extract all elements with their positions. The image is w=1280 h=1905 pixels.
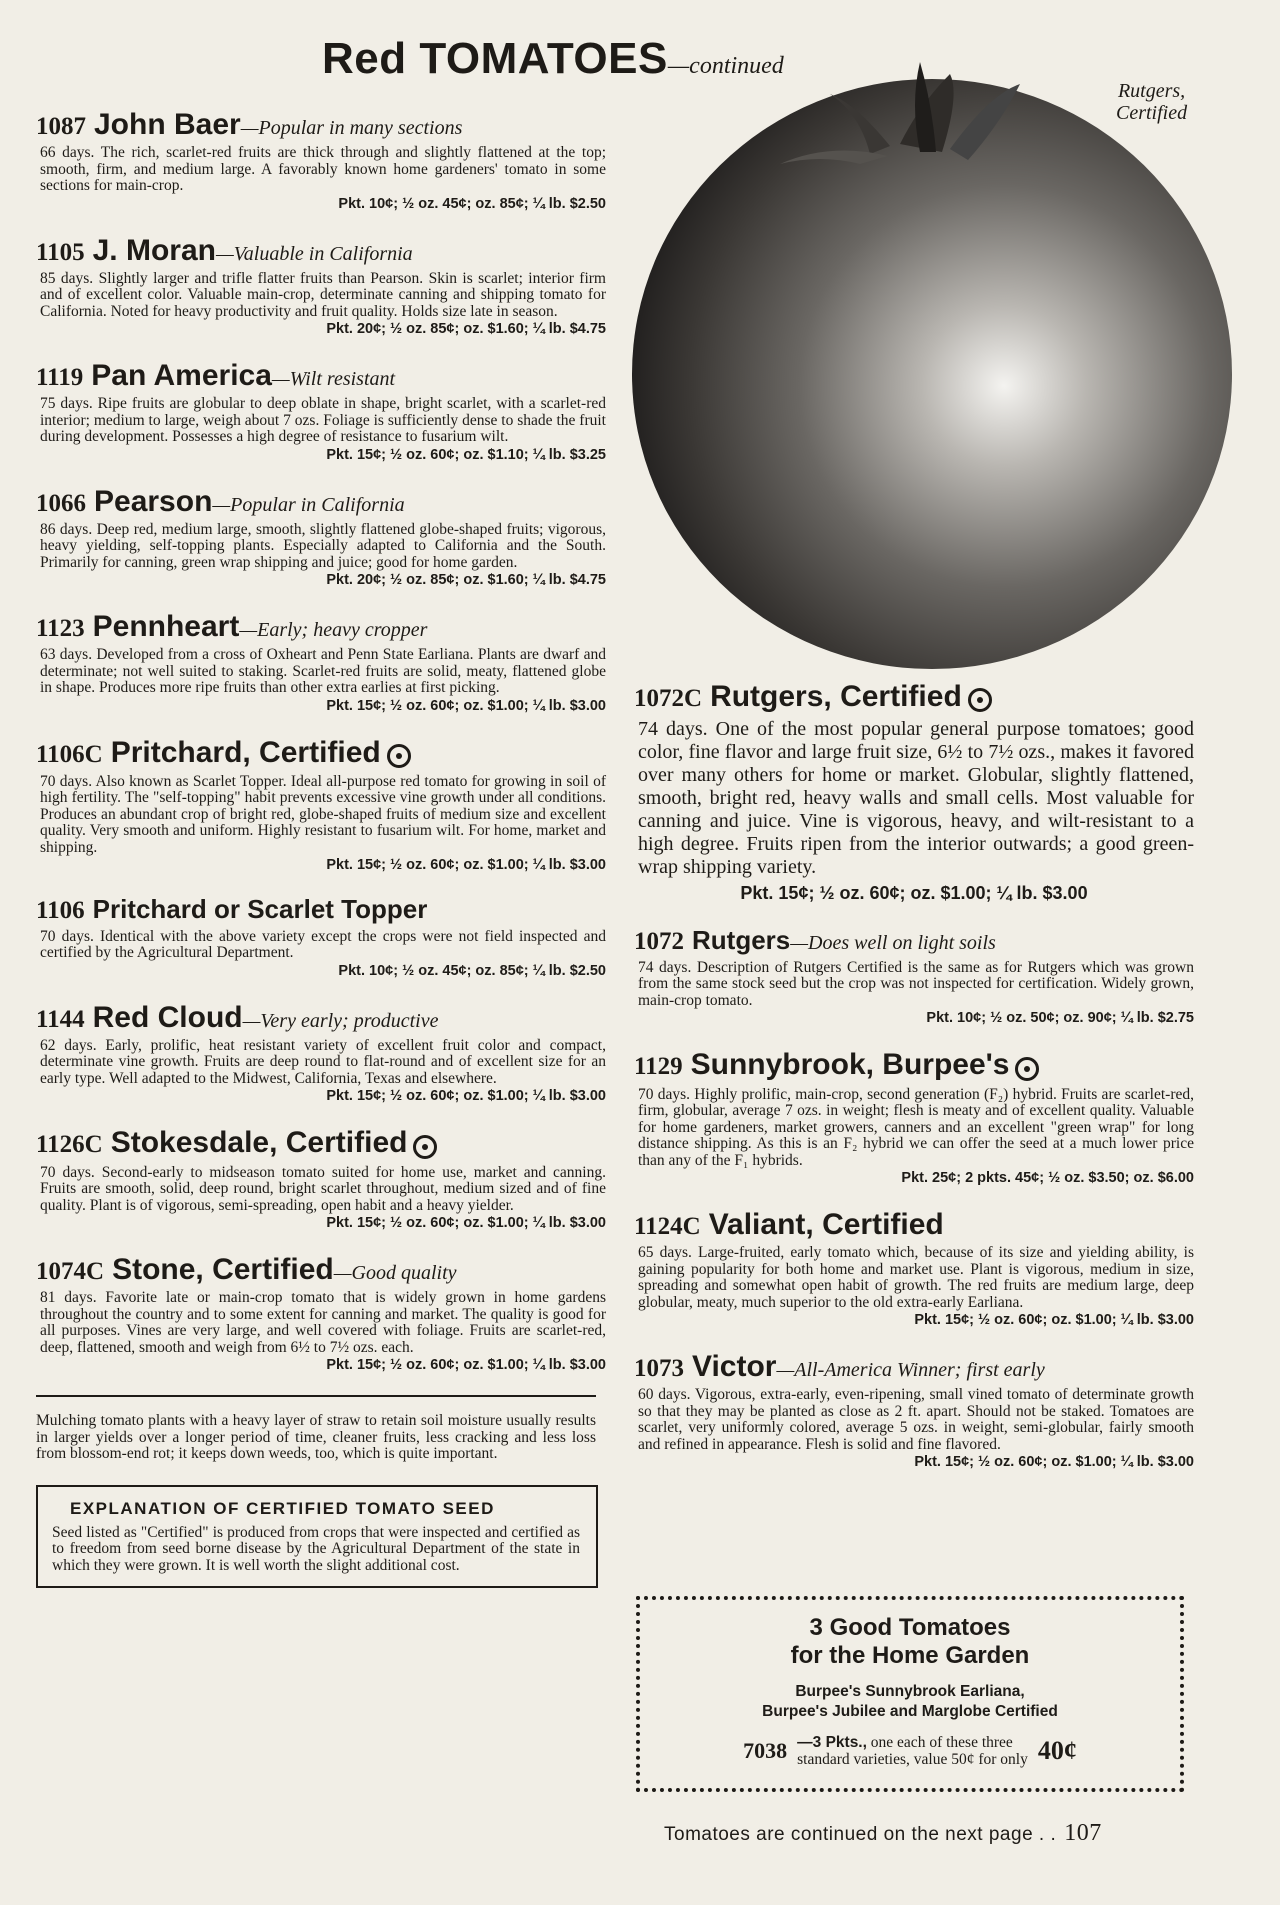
variety-name: Rutgers [692, 925, 791, 956]
variety-name: Stone, Certified [112, 1253, 334, 1287]
entry-heading [634, 926, 1194, 956]
price-line: Pkt. 15¢; ½ oz. 60¢; oz. $1.00; ¼ lb. $3.00 [326, 1215, 606, 1232]
offer-text-line: standard varieties, value 50¢ for only [797, 1751, 1028, 1768]
catalog-number: 1105 [36, 238, 85, 266]
price-line: Pkt. 10¢; ½ oz. 45¢; oz. 85¢; ¼ lb. $2.50 [338, 195, 606, 212]
offer-price: 40¢ [1037, 1736, 1077, 1765]
variety-tagline: —Early; heavy cropper [239, 619, 428, 641]
price-line: Pkt. 10¢; ½ oz. 50¢; oz. 90¢; ¼ lb. $2.75 [926, 1010, 1194, 1027]
image-caption [1116, 80, 1187, 124]
offer-text [797, 1734, 1028, 1768]
certified-seal-icon [387, 744, 411, 768]
explanation-text: Seed listed as "Certified" is produced from crops that were inspected and certified as to freedom from seed borne disease by the Agricultural Department of the state in which they were grown. It is well worth the slight additional cost. [52, 1523, 580, 1574]
variety-entry [634, 1048, 1194, 1186]
variety-name: Pearson [94, 484, 213, 518]
variety-entry [36, 1001, 606, 1105]
entry-heading [36, 359, 606, 392]
price-line: Pkt. 15¢; ½ oz. 60¢; oz. $1.00; ¼ lb. $3.00 [326, 1088, 606, 1105]
offer-title-line: 3 Good Tomatoes [809, 1614, 1011, 1641]
price-line: Pkt. 20¢; ½ oz. 85¢; oz. $1.60; ¼ lb. $4.75 [326, 321, 606, 337]
tomato-image [620, 34, 1240, 674]
certified-explanation-box [36, 1485, 598, 1589]
price-line: Pkt. 15¢; ½ oz. 60¢; oz. $1.00; ¼ lb. $3.00 [326, 857, 606, 874]
variety-tagline: —All-America Winner; first early [776, 1359, 1045, 1382]
certified-seal-icon [1015, 1057, 1039, 1081]
variety-tagline: —Good quality [333, 1262, 457, 1285]
offer-varieties-line: Burpee's Jubilee and Marglobe Certified [762, 1703, 1058, 1720]
price-line: Pkt. 20¢; ½ oz. 85¢; oz. $1.60; ¼ lb. $4.75 [326, 572, 606, 588]
variety-tagline: —Does well on light soils [790, 932, 996, 955]
variety-tagline: —Wilt resistant [271, 368, 396, 390]
offer-line [660, 1734, 1160, 1768]
offer-text-line: one each of these three [870, 1734, 1013, 1751]
variety-name: Valiant, Certified [708, 1208, 944, 1242]
mulching-note: Mulching tomato plants with a heavy layer of straw to retain soil moisture usually results in larger yields over a longer period of time, cleaner fruits, less cracking and less loss from blossom-end rot; it keeps down weeds, too, which is quite important. [36, 1412, 596, 1463]
catalog-number: 1072C [634, 685, 703, 712]
variety-tagline: —Popular in California [212, 493, 405, 516]
variety-description: 81 days. Favorite late or main-crop tomato that is widely grown in home gardens throughout the country and to some extent for canning and market. The quality is good for all purposes. Vines are very large, and well covered with foliage. Fruits are scarlet-red, deep, flattened, smooth and weigh from 6½ to 7½ ozs. each. [40, 1289, 606, 1356]
variety-name: Rutgers, Certified [710, 680, 962, 713]
entry-heading [634, 1208, 1194, 1241]
title-continued: —continued [667, 53, 784, 79]
catalog-number: 1072 [634, 928, 684, 956]
variety-description: 74 days. Description of Rutgers Certified is the same as for Rutgers which was grown from the same stock seed but the crop was not inspected for certification. Widely grown, main-crop tomato. [638, 958, 1194, 1009]
variety-entry [36, 610, 606, 714]
page-number: 107 [1064, 1820, 1102, 1846]
variety-tagline: —Very early; productive [242, 1009, 439, 1032]
price-line: Pkt. 15¢; ½ oz. 60¢; oz. $1.00; ¼ lb. $3.00 [914, 1312, 1194, 1329]
variety-name: Pritchard or Scarlet Topper [92, 894, 428, 925]
variety-name: Sunnybrook, Burpee's [690, 1048, 1010, 1082]
variety-description: 62 days. Early, prolific, heat resistant variety of excellent fruit color and compact, determinate vine growth. Fruits are deep round to flat-round and of excellent size for an early type. Well adapted to the Midwest, California, Texas and elsewhere. [40, 1036, 606, 1087]
catalog-number: 1119 [36, 364, 84, 391]
catalog-number: 1073 [634, 1355, 684, 1383]
offer-title [660, 1614, 1160, 1670]
entry-heading [634, 1350, 1194, 1383]
collection-offer-box [636, 1596, 1184, 1792]
variety-entry [36, 895, 606, 979]
certified-seal-icon [413, 1135, 437, 1159]
entry-heading [634, 1048, 1194, 1082]
tomato-illustration [620, 34, 1240, 674]
catalog-number: 1066 [36, 489, 86, 517]
footer-text: Tomatoes are continued on the next page . . [664, 1824, 1057, 1845]
page-footer [664, 1820, 1102, 1847]
price-line: Pkt. 15¢; ½ oz. 60¢; oz. $1.10; ¼ lb. $3.25 [326, 446, 606, 463]
catalog-number: 1106 [36, 897, 85, 925]
variety-description: 65 days. Large-fruited, early tomato which, because of its size and yielding ability, is gaining popularity for both home and market use. Plant is vigorous, medium in size, spreading and somewhat open habit of growth. The red fruits are medium large, deep globular, meaty, much superior to the old extra-early Earliana. [638, 1244, 1194, 1311]
variety-entry [36, 736, 606, 874]
left-column [36, 108, 606, 1588]
variety-description: 70 days. Second-early to midseason tomato suited for home use, market and canning. Fruits are smooth, solid, deep round, bright scarlet throughout, medium sized and of fine quality. Plant is of vigorous, semi-spreading, open habit and a heavy yielder. [40, 1163, 606, 1214]
caption-line: Certified [1116, 102, 1188, 124]
catalog-number: 1123 [36, 615, 85, 642]
variety-entry [36, 108, 606, 212]
catalog-number: 1129 [634, 1053, 683, 1081]
variety-description: 75 days. Ripe fruits are globular to deep oblate in shape, bright scarlet, with a scarlet-red interior; medium to large, weigh about 7 ozs. Foliage is sufficiently dense to shade the fruit during development. Possesses a high degree of resistance to fusarium wilt. [40, 395, 606, 445]
variety-entry [634, 680, 1194, 904]
variety-entry [634, 926, 1194, 1026]
variety-description: 85 days. Slightly larger and trifle flatter fruits than Pearson. Skin is scarlet; interior firm and of excellent color. Valuable main-crop, determinate canning and shipping tomato for California. Noted for heavy productivity and fruit quality. Holds size late in season. [40, 269, 606, 320]
entry-heading [36, 1253, 606, 1286]
catalog-number: 1124C [634, 1213, 701, 1241]
variety-tagline: —Popular in many sections [240, 117, 463, 139]
right-column [634, 680, 1194, 1492]
variety-entry [36, 234, 606, 338]
price-line: Pkt. 25¢; 2 pkts. 45¢; ½ oz. $3.50; oz. $6.00 [901, 1170, 1194, 1187]
variety-name: Pan America [91, 359, 272, 392]
caption-line: Rutgers, [1117, 80, 1186, 102]
catalog-number: 1106C [36, 740, 103, 768]
entry-heading [36, 234, 606, 267]
variety-description: 70 days. Also known as Scarlet Topper. Ideal all-purpose red tomato for growing in soil of high fertility. The "self-topping" habit prevents excessive vine growth under all conditions. Produces an abundant crop of bright red, globe-shaped fruits of medium size and excellent quality. Very smooth and uniform. Highly resistant to fusarium wilt. For home, market and shipping. [40, 772, 606, 856]
entry-heading [36, 485, 606, 518]
variety-description: 74 days. One of the most popular general purpose tomatoes; good color, fine flavor and large fruit size, 6½ to 7½ ozs., makes it favored over many others for home or market. Globular, slightly flattened, smooth, bright red, heavy walls and small cells. Most valuable for canning and juice. Vine is vigorous, heavy, and wilt-resistant to a high degree. Fruits ripen from the interior outwards; a good green-wrap shipping variety. [638, 718, 1194, 879]
catalog-number: 1087 [36, 113, 86, 140]
entry-heading [36, 108, 606, 141]
variety-description: 70 days. Identical with the above variety except the crops were not field inspected and certified by the Agricultural Department. [40, 927, 606, 962]
variety-description: 70 days. Highly prolific, main-crop, second generation (F₂) hybrid. Fruits are scarlet-red, firm, globular, average 7 ozs. in weight; flesh is meaty and of excellent quality. Valuable for home gardeners, market growers, canners and an excellent "green wrap" for long distance shipping. As this is an F₂ hybrid we can offer the seed at a much lower price than any of the F₁ hybrids. [638, 1085, 1194, 1169]
price-line: Pkt. 15¢; ½ oz. 60¢; oz. $1.00; ¼ lb. $3.00 [326, 697, 606, 714]
variety-entry [36, 1253, 606, 1373]
price-line: Pkt. 15¢; ½ oz. 60¢; oz. $1.00; ¼ lb. $3.00 [740, 883, 1088, 904]
catalog-number: 1074C [36, 1258, 105, 1286]
title-main: Red TOMATOES [322, 34, 668, 83]
variety-entry [36, 359, 606, 463]
entry-heading [36, 1126, 606, 1160]
entry-heading [36, 1001, 606, 1034]
variety-description: 66 days. The rich, scarlet-red fruits are thick through and slightly flattened at the top; smooth, firm, and medium large. A favorably known home gardeners' tomato in some sections for main-crop. [40, 144, 606, 194]
offer-code: 7038 [743, 1738, 788, 1763]
variety-name: John Baer [94, 108, 241, 141]
entry-heading [36, 610, 606, 643]
variety-name: J. Moran [92, 233, 216, 267]
catalog-number: 1126C [36, 1131, 103, 1159]
offer-pkts: —3 Pkts., [797, 1734, 867, 1751]
price-line: Pkt. 10¢; ½ oz. 45¢; oz. 85¢; ¼ lb. $2.50 [338, 962, 606, 979]
certified-seal-icon [968, 688, 992, 712]
variety-tagline: —Valuable in California [215, 242, 413, 265]
catalog-number: 1144 [36, 1005, 85, 1033]
entry-heading [36, 895, 606, 925]
variety-name: Red Cloud [92, 1000, 243, 1034]
offer-title-line: for the Home Garden [790, 1642, 1030, 1669]
entry-heading [36, 736, 606, 770]
variety-name: Pennheart [92, 610, 240, 643]
entry-heading [634, 680, 1194, 714]
variety-name: Stokesdale, Certified [110, 1126, 408, 1160]
variety-name: Victor [692, 1350, 777, 1384]
variety-entry [634, 1350, 1194, 1470]
offer-varieties-line: Burpee's Sunnybrook Earliana, [795, 1683, 1025, 1700]
explanation-heading: EXPLANATION OF CERTIFIED TOMATO SEED [70, 1498, 495, 1518]
section-divider [36, 1395, 596, 1397]
variety-entry [36, 1126, 606, 1231]
variety-description: 60 days. Vigorous, extra-early, even-ripening, small vined tomato of determinate growth so that they may be planted as close as 2 ft. apart. Should not be staked. Tomatoes are scarlet, very uniformly colored, average 5 ozs. in weight, semi-globular, fairly smooth and refined in appearance. Flesh is solid and fine flavored. [638, 1386, 1194, 1453]
variety-description: 86 days. Deep red, medium large, smooth, slightly flattened globe-shaped fruits; vigorous, heavy yielding, self-topping plants. Especially adapted to California and the South. Primarily for canning, green wrap shipping and juice; good for home garden. [40, 520, 606, 571]
offer-varieties [660, 1682, 1160, 1722]
variety-description: 63 days. Developed from a cross of Oxheart and Penn State Earliana. Plants are dwarf and determinate; not well suited to staking. Scarlet-red fruits are solid, meaty, flattened globe in shape. Produces more ripe fruits than other extra earlies at first picking. [40, 646, 606, 696]
price-line: Pkt. 15¢; ½ oz. 60¢; oz. $1.00; ¼ lb. $3.00 [914, 1454, 1194, 1471]
variety-entry [634, 1208, 1194, 1328]
variety-entry [36, 485, 606, 589]
price-line: Pkt. 15¢; ½ oz. 60¢; oz. $1.00; ¼ lb. $3.00 [326, 1357, 606, 1374]
variety-name: Pritchard, Certified [110, 735, 381, 769]
